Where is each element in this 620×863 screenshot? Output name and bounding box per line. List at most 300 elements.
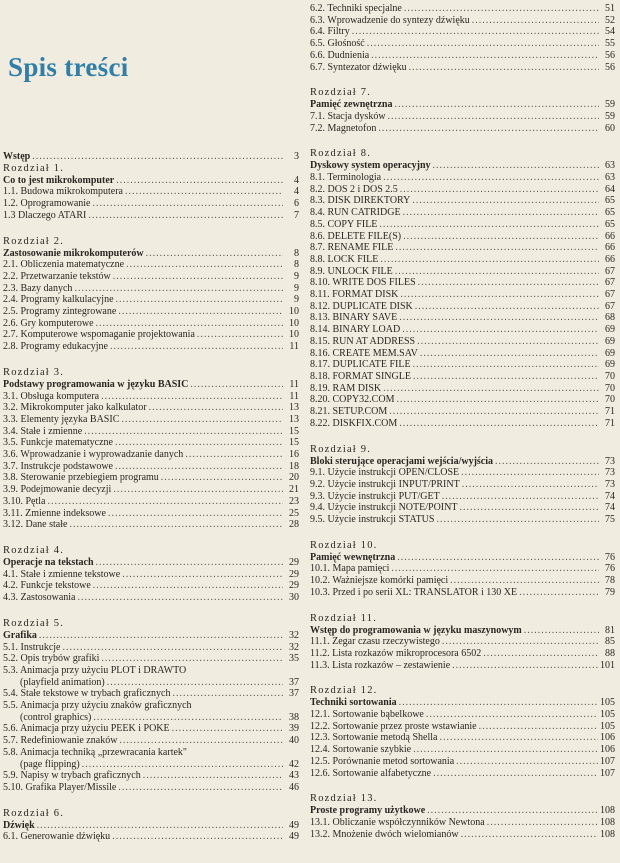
toc-entry-text: (control graphics) xyxy=(20,711,92,723)
page-number: 37 xyxy=(289,676,299,688)
toc-entry xyxy=(3,306,299,318)
toc-entry-text: Dyskowy system operacyjny xyxy=(310,160,431,172)
dot-leader xyxy=(397,552,599,564)
chapter-title-entry xyxy=(310,625,615,637)
dot-leader xyxy=(400,289,599,301)
toc-entry xyxy=(310,744,615,756)
page-number: 101 xyxy=(600,659,615,671)
toc-entry xyxy=(3,329,299,341)
page-number: 10 xyxy=(289,306,299,318)
toc-entry-text: 1.3 Dlaczego ATARI xyxy=(3,209,87,221)
page-number: 15 xyxy=(289,437,299,449)
toc-entry-text: 8.1. Terminologia xyxy=(310,172,382,184)
toc-entry-text: 9.4. Użycie instrukcji NOTE/POINT xyxy=(310,502,458,514)
page-number: 70 xyxy=(605,370,615,382)
toc-entry xyxy=(310,467,615,479)
toc-entry xyxy=(310,219,615,231)
dot-leader xyxy=(101,391,283,403)
dot-leader xyxy=(74,283,283,295)
toc-entry-text: 7.2. Magnetofon xyxy=(310,122,377,134)
toc-entry-text: 8.10. WRITE DOS FILES xyxy=(310,277,416,289)
dot-leader xyxy=(415,301,599,313)
dot-leader xyxy=(172,723,283,735)
toc-entry xyxy=(3,271,299,283)
page-number: 64 xyxy=(605,183,615,195)
dot-leader xyxy=(461,467,599,479)
page-number: 67 xyxy=(605,265,615,277)
dot-leader xyxy=(82,759,283,771)
page-number: 69 xyxy=(605,335,615,347)
page-number: 32 xyxy=(289,629,299,641)
dot-leader xyxy=(439,732,598,744)
chapter-heading: Rozdział 4. xyxy=(3,544,65,556)
page-number: 16 xyxy=(289,449,299,461)
toc-entry-text: 8.16. CREATE MEM.SAV xyxy=(310,347,418,359)
toc-entry-text: 4.1. Stałe i zmienne tekstowe xyxy=(3,568,121,580)
dot-leader xyxy=(479,721,598,733)
dot-leader xyxy=(149,402,283,414)
toc-right-column xyxy=(310,3,615,854)
toc-entry xyxy=(310,383,615,395)
page-number: 71 xyxy=(605,406,615,418)
toc-entry-text: 8.18. FORMAT SINGLE xyxy=(310,370,411,382)
page-number: 107 xyxy=(600,755,615,767)
toc-entry xyxy=(310,207,615,219)
toc-entry-text: 2.3. Bazy danych xyxy=(3,282,73,294)
dot-leader xyxy=(125,186,283,198)
toc-entry xyxy=(3,210,299,222)
dot-leader xyxy=(394,99,599,111)
toc-entry-text: Wstęp do programowania w języku maszynowym xyxy=(310,624,522,636)
dot-leader xyxy=(426,709,598,721)
dot-leader xyxy=(417,336,599,348)
dot-leader xyxy=(185,449,283,461)
page-number: 105 xyxy=(600,697,615,709)
chapter-heading: Rozdział 3. xyxy=(3,366,65,378)
toc-entry-text: 8.11. FORMAT DISK xyxy=(310,289,399,301)
toc-entry-text: Techniki sortowania xyxy=(310,697,397,709)
toc-entry xyxy=(3,642,299,654)
toc-entry-text: 8.4. RUN CATRIDGE xyxy=(310,207,401,219)
toc-section xyxy=(310,148,615,429)
toc-entry-text: 2.4. Programy kalkulacyjne xyxy=(3,294,114,306)
page-number: 23 xyxy=(289,495,299,507)
page-number: 29 xyxy=(289,568,299,580)
toc-entry-text: 3.2. Mikrokomputer jako kalkulator xyxy=(3,402,147,414)
dot-leader xyxy=(396,394,599,406)
toc-entry-text: 10.2. Ważniejsze komórki pamięci xyxy=(310,575,449,587)
page-number: 88 xyxy=(605,647,615,659)
dot-leader xyxy=(399,418,599,430)
toc-entry-text: 5.10. Grafika Player/Missile xyxy=(3,781,117,793)
dot-leader xyxy=(115,437,283,449)
toc-entry-text: 2.2. Przetwarzanie tekstów xyxy=(3,270,111,282)
toc-entry-text: 8.3. DISK DIREKTORY xyxy=(310,195,411,207)
toc-entry xyxy=(310,15,615,27)
dot-leader xyxy=(119,735,283,747)
chapter-heading: Rozdział 13. xyxy=(310,793,378,805)
toc-entry xyxy=(310,768,615,780)
page-number: 9 xyxy=(294,282,299,294)
toc-entry xyxy=(3,259,299,271)
dot-leader xyxy=(395,242,599,254)
chapter-heading: Rozdział 9. xyxy=(310,443,372,455)
toc-entry-text: 3.9. Podejmowanie decyzji xyxy=(3,484,112,496)
page-number: 69 xyxy=(605,347,615,359)
dot-leader xyxy=(48,496,284,508)
page-number: 7 xyxy=(294,209,299,221)
page-number: 67 xyxy=(605,277,615,289)
dot-leader xyxy=(402,324,599,336)
toc-entry xyxy=(3,759,299,771)
chapter-title-entry xyxy=(310,456,615,468)
toc-entry xyxy=(3,283,299,295)
dot-leader xyxy=(433,160,599,172)
page-number: 18 xyxy=(289,460,299,472)
dot-leader xyxy=(96,557,283,569)
page-number: 40 xyxy=(289,735,299,747)
dot-leader xyxy=(88,210,283,222)
toc-entry-text: 5.5. Animacja przy użyciu znaków graficznych xyxy=(3,700,192,712)
dot-leader xyxy=(118,306,283,318)
toc-entry-text: 12.1. Sortowanie bąbelkowe xyxy=(310,709,424,721)
toc-entry-text: 5.4. Stałe tekstowe w trybach graficznych xyxy=(3,688,171,700)
dot-leader xyxy=(367,38,599,50)
toc-entry-text: 3.11. Zmienne indeksowe xyxy=(3,507,106,519)
page-number: 66 xyxy=(605,253,615,265)
page-number: 54 xyxy=(605,26,615,38)
toc-entry xyxy=(3,402,299,414)
page-number: 108 xyxy=(600,828,615,840)
page-number: 3 xyxy=(294,151,299,162)
dot-leader xyxy=(116,175,283,187)
dot-leader xyxy=(84,426,283,438)
dot-leader xyxy=(472,15,599,27)
page-number: 75 xyxy=(605,514,615,526)
page-number: 73 xyxy=(605,478,615,490)
toc-entry xyxy=(310,660,615,672)
toc-entry xyxy=(3,449,299,461)
dot-leader xyxy=(126,259,283,271)
chapter-title-entry xyxy=(3,151,299,163)
toc-section xyxy=(3,808,299,843)
chapter-title-entry xyxy=(3,630,299,642)
toc-entry xyxy=(310,301,615,313)
toc-entry xyxy=(310,418,615,430)
toc-entry-text: 8.19. RAM DISK xyxy=(310,382,382,394)
page-number: 49 xyxy=(289,819,299,831)
toc-section xyxy=(310,793,615,840)
toc-section xyxy=(310,444,615,526)
chapter-title-entry xyxy=(3,557,299,569)
page-number: 32 xyxy=(289,641,299,653)
toc-entry xyxy=(3,653,299,665)
page-number: 69 xyxy=(605,324,615,336)
toc-entry-text: Dźwięk xyxy=(3,819,35,831)
toc-entry xyxy=(310,26,615,38)
dot-leader xyxy=(418,277,599,289)
toc-entry xyxy=(3,712,299,724)
dot-leader xyxy=(404,3,599,15)
chapter-heading: Rozdział 8. xyxy=(310,148,372,160)
toc-entry-text: (page flipping) xyxy=(20,758,80,770)
page-number: 51 xyxy=(605,3,615,14)
chapter-heading: Rozdział 6. xyxy=(3,807,65,819)
page-number: 30 xyxy=(289,592,299,604)
toc-entry xyxy=(3,735,299,747)
page-number: 10 xyxy=(289,317,299,329)
toc-entry xyxy=(3,472,299,484)
toc-entry xyxy=(3,461,299,473)
page-number: 63 xyxy=(605,172,615,184)
dot-leader xyxy=(459,502,599,514)
toc-entry xyxy=(310,277,615,289)
toc-entry-text: 5.7. Redefiniowanie znaków xyxy=(3,735,118,747)
toc-entry xyxy=(3,688,299,700)
toc-entry-text: 10.1. Mapa pamięci xyxy=(310,563,390,575)
page-number: 35 xyxy=(289,653,299,665)
toc-entry-text: 9.1. Użycie instrukcji OPEN/CLOSE xyxy=(310,467,460,479)
toc-entry xyxy=(3,580,299,592)
dot-leader xyxy=(108,508,283,520)
page-number: 4 xyxy=(294,186,299,198)
dot-leader xyxy=(461,829,598,841)
toc-entry xyxy=(3,496,299,508)
dot-leader xyxy=(412,195,599,207)
toc-entry xyxy=(310,563,615,575)
toc-entry-text: 8.17. DUPLICATE FILE xyxy=(310,359,411,371)
toc-section xyxy=(310,613,615,672)
dot-leader xyxy=(116,294,283,306)
toc-entry-text: 12.3. Sortowanie metodą Shella xyxy=(310,732,438,744)
toc-section xyxy=(3,151,299,222)
toc-entry-text: 12.4. Sortowanie szybkie xyxy=(310,744,412,756)
toc-entry xyxy=(310,123,615,135)
page-number: 37 xyxy=(289,688,299,700)
toc-entry xyxy=(3,437,299,449)
dot-leader xyxy=(383,383,599,395)
toc-entry xyxy=(3,426,299,438)
page-number: 71 xyxy=(605,417,615,429)
toc-entry xyxy=(310,266,615,278)
page-number: 70 xyxy=(605,382,615,394)
toc-entry-text: 1.2. Oprogramowanie xyxy=(3,198,91,210)
toc-entry xyxy=(310,348,615,360)
toc-entry xyxy=(3,294,299,306)
toc-entry xyxy=(3,186,299,198)
toc-entry-text: 5.2. Opis trybów grafiki xyxy=(3,653,100,665)
dot-leader xyxy=(427,805,598,817)
toc-entry-text: 2.7. Komputerowe wspomaganie projektowania xyxy=(3,329,195,341)
toc-entry-text: 8.7. RENAME FILE xyxy=(310,242,394,254)
toc-entry xyxy=(3,391,299,403)
chapter-heading: Rozdział 11. xyxy=(310,612,378,624)
toc-section xyxy=(310,685,615,779)
toc-entry-text: 8.22. DISKFIX.COM xyxy=(310,417,398,429)
dot-leader xyxy=(122,569,283,581)
toc-entry-text: 5.9. Napisy w trybach graficznych xyxy=(3,770,141,782)
page-number: 38 xyxy=(289,711,299,723)
toc-entry xyxy=(310,289,615,301)
page-number: 108 xyxy=(600,805,615,817)
page-number: 106 xyxy=(600,744,615,756)
toc-section xyxy=(310,540,615,599)
toc-entry xyxy=(3,723,299,735)
page-number: 105 xyxy=(600,709,615,721)
dot-leader xyxy=(110,341,283,353)
dot-leader xyxy=(462,479,599,491)
toc-entry-text: 6.6. Dudnienia xyxy=(310,49,370,61)
toc-entry-text: 2.5. Programy zintegrowane xyxy=(3,306,117,318)
page-number: 70 xyxy=(605,394,615,406)
toc-entry-text: 3.5. Funkcje matematyczne xyxy=(3,437,113,449)
toc-entry-text: 8.12. DUPLICATE DISK xyxy=(310,300,413,312)
dot-leader xyxy=(197,329,283,341)
dot-leader xyxy=(371,50,599,62)
page-number: 13 xyxy=(289,402,299,414)
toc-entry-text: Pamięć zewnętrzna xyxy=(310,99,393,111)
toc-entry xyxy=(310,406,615,418)
dot-leader xyxy=(519,587,599,599)
chapter-title-entry xyxy=(310,697,615,709)
page-number: 28 xyxy=(289,519,299,531)
toc-entry xyxy=(310,491,615,503)
toc-entry-text: 2.8. Programy edukacyjne xyxy=(3,341,108,353)
toc-entry xyxy=(310,336,615,348)
dot-leader xyxy=(388,111,599,123)
chapter-heading: Rozdział 7. xyxy=(310,87,372,99)
toc-entry-text: 10.3. Przed i po serii XL: TRANSLATOR i 130 XE xyxy=(310,586,518,598)
page-number: 74 xyxy=(605,490,615,502)
toc-entry-text: 8.13. BINARY SAVE xyxy=(310,312,398,324)
dot-leader xyxy=(395,266,599,278)
page-number: 43 xyxy=(289,770,299,782)
toc-entry-text: Proste programy użytkowe xyxy=(310,805,426,817)
page-number: 10 xyxy=(289,329,299,341)
page-number: 65 xyxy=(605,218,615,230)
toc-entry-text: 6.7. Syntezator dźwięku xyxy=(310,61,407,73)
page-number: 52 xyxy=(605,14,615,26)
page-number: 9 xyxy=(294,294,299,306)
page-number: 13 xyxy=(289,413,299,425)
toc-entry xyxy=(3,341,299,353)
page-number: 55 xyxy=(605,38,615,50)
dot-leader xyxy=(63,642,284,654)
page-number: 66 xyxy=(605,242,615,254)
dot-leader xyxy=(450,575,599,587)
dot-leader xyxy=(146,248,283,260)
toc-entry xyxy=(310,709,615,721)
toc-entry xyxy=(3,414,299,426)
dot-leader xyxy=(452,660,598,672)
chapter-title-entry xyxy=(3,820,299,832)
toc-entry xyxy=(3,677,299,689)
dot-leader xyxy=(383,172,599,184)
toc-entry-text: 8.5. COPY FILE xyxy=(310,218,378,230)
toc-entry xyxy=(3,198,299,210)
dot-leader xyxy=(391,563,599,575)
dot-leader xyxy=(172,688,283,700)
toc-entry-text: 8.15. RUN AT ADDRESS xyxy=(310,335,416,347)
chapter-title-entry xyxy=(310,160,615,172)
toc-entry xyxy=(310,721,615,733)
dot-leader xyxy=(378,123,599,135)
dot-leader xyxy=(39,630,283,642)
toc-entry-text: 12.6. Sortowanie alfabetyczne xyxy=(310,767,432,779)
page-number: 56 xyxy=(605,49,615,61)
toc-entry xyxy=(3,770,299,782)
chapter-heading: Rozdział 5. xyxy=(3,617,65,629)
toc-entry-text: 3.7. Instrukcje podstawowe xyxy=(3,460,113,472)
chapter-title-entry xyxy=(310,805,615,817)
page-number: 8 xyxy=(294,259,299,271)
toc-entry xyxy=(310,817,615,829)
dot-leader xyxy=(101,653,283,665)
toc-section xyxy=(3,236,299,353)
page-number: 74 xyxy=(605,502,615,514)
toc-entry xyxy=(3,831,299,843)
toc-entry-text: Pamięć wewnętrzna xyxy=(310,551,396,563)
toc-entry-text: 9.5. Użycie instrukcji STATUS xyxy=(310,514,435,526)
dot-leader xyxy=(143,770,283,782)
toc-entry-text: 8.6. DELETE FILE(S) xyxy=(310,230,402,242)
dot-leader xyxy=(389,406,599,418)
chapter-heading: Rozdział 12. xyxy=(310,685,378,697)
page-number: 6 xyxy=(294,198,299,210)
toc-entry xyxy=(3,318,299,330)
toc-entry xyxy=(310,195,615,207)
page-number: 9 xyxy=(294,270,299,282)
dot-leader xyxy=(78,592,284,604)
toc-entry-text: 3.3. Elementy języka BASIC xyxy=(3,413,120,425)
dot-leader xyxy=(37,820,283,832)
toc-entry-text: 3.6. Wprowadzanie i wyprowadzanie danych xyxy=(3,449,184,461)
toc-entry-text: Operacje na tekstach xyxy=(3,556,94,568)
dot-leader xyxy=(399,312,599,324)
toc-entry xyxy=(310,587,615,599)
page-number: 42 xyxy=(289,758,299,770)
toc-entry xyxy=(310,394,615,406)
dot-leader xyxy=(93,580,283,592)
chapter-heading: Rozdział 1. xyxy=(3,162,65,174)
dot-leader xyxy=(403,207,599,219)
dot-leader xyxy=(379,219,599,231)
dot-leader xyxy=(161,472,283,484)
page-number: 49 xyxy=(289,831,299,843)
toc-entry xyxy=(310,50,615,62)
toc-entry-text: 9.2. Użycie instrukcji INPUT/PRINT xyxy=(310,478,460,490)
toc-entry xyxy=(3,508,299,520)
toc-entry xyxy=(310,231,615,243)
dot-leader xyxy=(403,231,599,243)
page-number: 8 xyxy=(294,247,299,259)
toc-entry xyxy=(310,324,615,336)
page-number: 11 xyxy=(289,341,299,353)
toc-entry-text: 8.8. LOCK FILE xyxy=(310,253,379,265)
page-number: 78 xyxy=(605,575,615,587)
toc-entry-text: 6.1. Generowanie dźwięku xyxy=(3,831,111,843)
toc-entry-text: 3.8. Sterowanie przebiegiem programu xyxy=(3,472,159,484)
page-number: 63 xyxy=(605,160,615,172)
dot-leader xyxy=(442,491,599,503)
page-number: 76 xyxy=(605,563,615,575)
dot-leader xyxy=(400,184,599,196)
page-number: 21 xyxy=(289,484,299,496)
toc-entry xyxy=(310,502,615,514)
toc-entry-text: 6.5. Głośność xyxy=(310,38,365,50)
toc-entry-text: 12.2. Sortowanie przez proste wstawianie xyxy=(310,720,477,732)
chapter-title-entry xyxy=(310,99,615,111)
